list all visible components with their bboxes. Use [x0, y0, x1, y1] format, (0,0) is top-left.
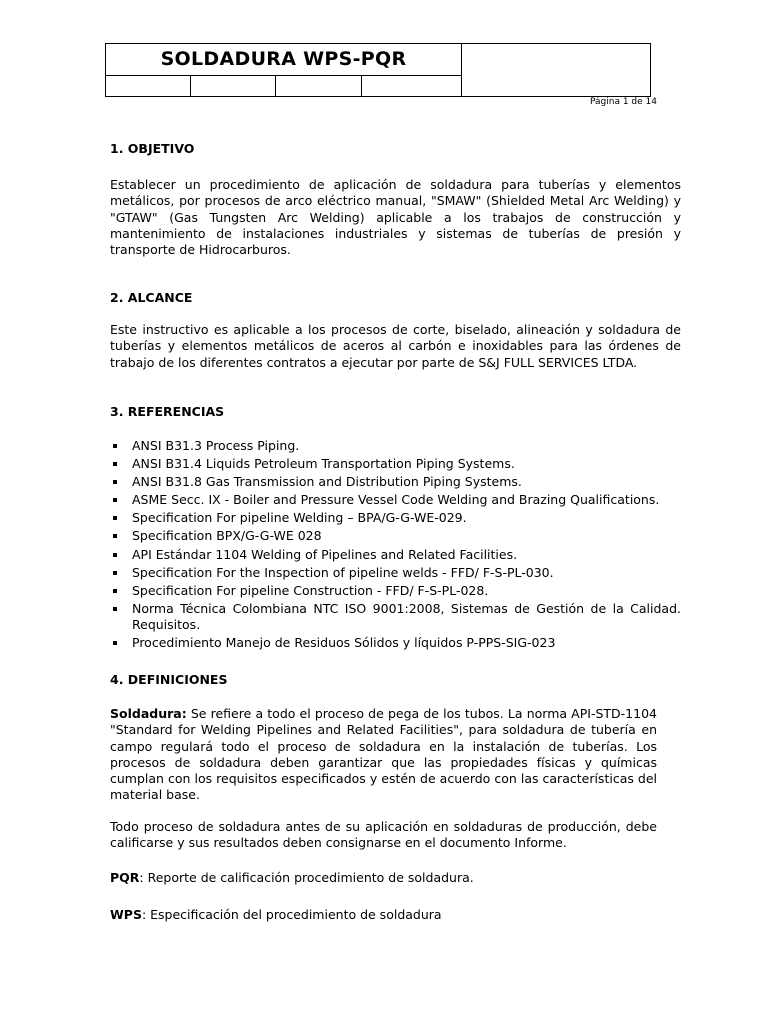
section-heading-referencias: 3. REFERENCIAS — [110, 404, 225, 419]
header-subcell — [191, 76, 276, 96]
definition-calificacion: Todo proceso de soldadura antes de su aplicación en soldaduras de producción, debe calificarse y sus resultados deben consignarse en el documento Informe. — [110, 819, 657, 851]
section-heading-definiciones: 4. DEFINICIONES — [110, 672, 228, 687]
header-subcell — [276, 76, 362, 96]
term-pqr: PQR — [110, 870, 140, 885]
reference-item: Specification For pipeline Welding – BPA/G-G-WE-029. — [110, 509, 681, 527]
term-wps: WPS — [110, 907, 142, 922]
header-subcell — [362, 76, 462, 96]
section-heading-objetivo: 1. OBJETIVO — [110, 141, 195, 156]
reference-item: ANSI B31.8 Gas Transmission and Distribution Piping Systems. — [110, 473, 681, 491]
header-subcell — [106, 76, 191, 96]
term-soldadura: Soldadura: — [110, 706, 187, 721]
reference-item: Procedimiento Manejo de Residuos Sólidos y líquidos P-PPS-SIG-023 — [110, 634, 681, 652]
document-title: SOLDADURA WPS-PQR — [106, 44, 462, 76]
definition-wps — [110, 907, 657, 923]
header-logo-cell — [462, 44, 650, 96]
document-header-table — [105, 43, 651, 97]
section-heading-alcance: 2. ALCANCE — [110, 290, 193, 305]
reference-item: ASME Secc. IX - Boiler and Pressure Vessel Code Welding and Brazing Qualifications. — [110, 491, 681, 509]
definition-pqr-text: : Reporte de calificación procedimiento de soldadura. — [139, 870, 474, 885]
definition-pqr — [110, 870, 657, 886]
alcance-paragraph: Este instructivo es aplicable a los procesos de corte, biselado, alineación y soldadura de tuberías y elementos metálicos de aceros al carbón e inoxidables para las órdenes de trabajo de los diferentes contratos a ejecutar por parte de S&J FULL SERVICES LTDA. — [110, 322, 681, 370]
reference-item: Specification BPX/G-G-WE 028 — [110, 527, 681, 545]
page-number: Página 1 de 14 — [590, 97, 657, 107]
reference-item: API Estándar 1104 Welding of Pipelines and Related Facilities. — [110, 546, 681, 564]
reference-item: Specification For the Inspection of pipeline welds - FFD/ F-S-PL-030. — [110, 564, 681, 582]
reference-item: ANSI B31.3 Process Piping. — [110, 437, 681, 455]
references-list — [110, 437, 681, 653]
reference-item: Specification For pipeline Construction - FFD/ F-S-PL-028. — [110, 582, 681, 600]
reference-item: ANSI B31.4 Liquids Petroleum Transportation Piping Systems. — [110, 455, 681, 473]
definition-wps-text: : Especificación del procedimiento de soldadura — [141, 907, 442, 922]
definition-soldadura — [110, 706, 657, 804]
reference-item: Norma Técnica Colombiana NTC ISO 9001:2008, Sistemas de Gestión de la Calidad. Requisitos. — [110, 600, 681, 635]
definition-soldadura-text: Se refiere a todo el proceso de pega de los tubos. La norma API-STD-1104 "Standard for Welding Pipelines and Related Facilities", para soldadura de tubería en campo regulará todo el proceso de soldadura en la instalación de tuberías. Los procesos de soldadura deben garantizar que las propiedades físicas y químicas cumplan con los requisitos especificados y estén de acuerdo con las características del material base. — [110, 706, 657, 803]
objetivo-paragraph: Establecer un procedimiento de aplicación de soldadura para tuberías y elementos metálicos, por procesos de arco eléctrico manual, "SMAW" (Shielded Metal Arc Welding) y "GTAW" (Gas Tungsten Arc Welding) aplicable a los trabajos de construcción y mantenimiento de instalaciones industriales y sistemas de tuberías de presión y transporte de Hidrocarburos. — [110, 177, 681, 258]
